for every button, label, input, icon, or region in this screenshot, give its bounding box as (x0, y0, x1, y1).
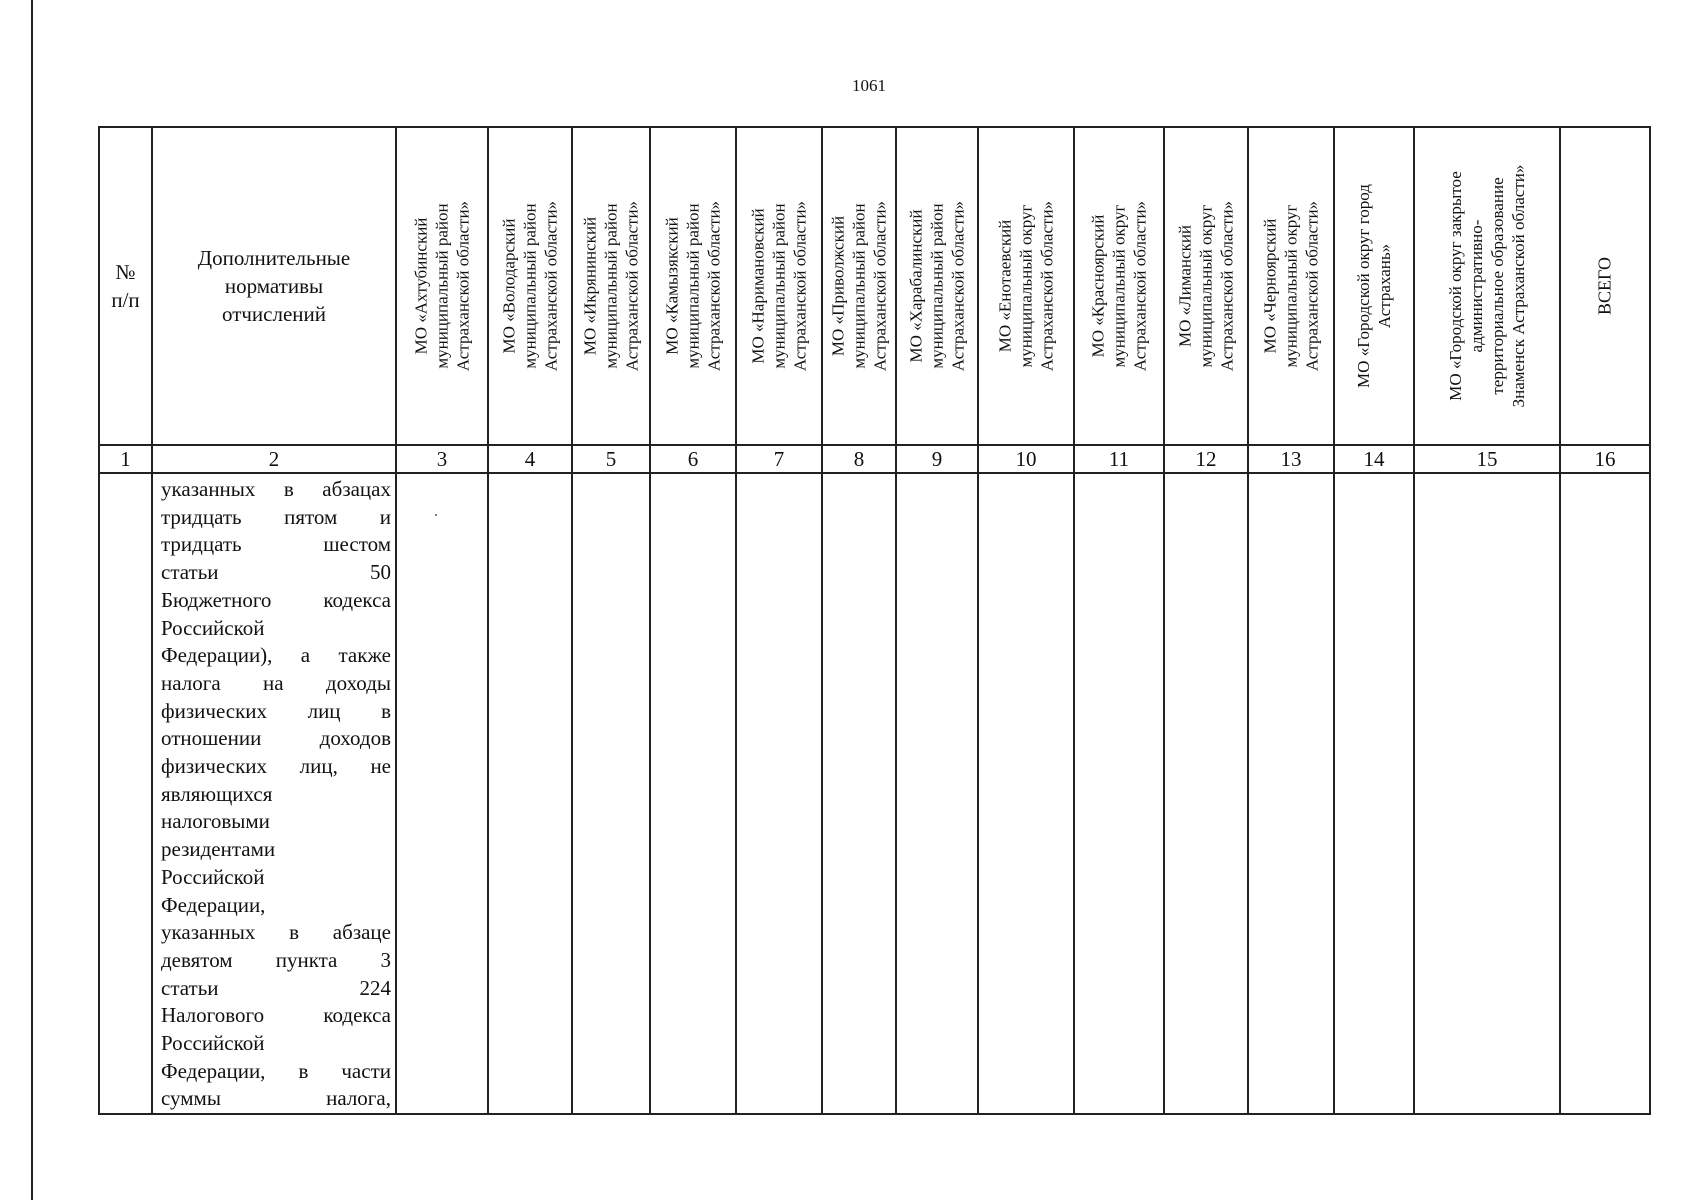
col-header-limansky: МО «Лиманский муниципальный округ Астраханской области» (1164, 127, 1248, 445)
table-row (99, 473, 1650, 1114)
value-cell (1164, 473, 1248, 1114)
value-cell (822, 473, 896, 1114)
description-line: Федерации, (161, 892, 266, 917)
description-line: девятом пункта 3 (161, 947, 391, 972)
page-number: 1061 (852, 76, 886, 95)
column-number: 5 (572, 445, 650, 473)
column-number: 1 (99, 445, 152, 473)
col-description-header: Дополнительные нормативы отчислений (152, 127, 396, 445)
value-cell (1248, 473, 1334, 1114)
value-cell (650, 473, 736, 1114)
description-line: Бюджетного кодекса (161, 587, 391, 612)
description-line: налоговыми (161, 809, 270, 834)
page-edge-line (31, 0, 33, 1200)
column-number: 14 (1334, 445, 1414, 473)
column-number-row (99, 445, 1650, 473)
value-cell (1334, 473, 1414, 1114)
col-header-volodarsky: МО «Володарский муниципальный район Астраханской области» (488, 127, 572, 445)
column-number: 4 (488, 445, 572, 473)
value-cell (488, 473, 572, 1114)
description-cell (152, 473, 396, 1114)
col-header-znamensk: МО «Городской округ закрытое административно- территориальное образование Знаменск Астраханской области» (1414, 127, 1560, 445)
description-line: Российской (161, 864, 265, 889)
description-line: налога на доходы (161, 670, 391, 695)
description-line: Налогового кодекса (161, 1003, 391, 1028)
column-number: 11 (1074, 445, 1164, 473)
description-line: физических лиц, не (161, 754, 391, 779)
value-cell (978, 473, 1074, 1114)
value-cell (572, 473, 650, 1114)
description-line: Российской (161, 615, 265, 640)
col-header-total: ВСЕГО (1560, 127, 1650, 445)
col-header-krasnoyarsky: МО «Красноярский муниципальный округ Астраханской области» (1074, 127, 1164, 445)
column-number: 15 (1414, 445, 1560, 473)
description-line: являющихся (161, 781, 273, 806)
column-number: 10 (978, 445, 1074, 473)
column-number: 13 (1248, 445, 1334, 473)
column-number: 6 (650, 445, 736, 473)
description-line: статьи 50 (161, 560, 391, 585)
scan-speck (435, 514, 437, 516)
col-header-kamyzyaksky: МО «Камызякский муниципальный район Астраханской области» (650, 127, 736, 445)
col-header-akhtubinsky: МО «Ахтубинский муниципальный район Астраханской области» (396, 127, 488, 445)
value-cell (396, 473, 488, 1114)
col-header-enotaevsky: МО «Енотаевский муниципальный округ Астраханской области» (978, 127, 1074, 445)
column-number: 7 (736, 445, 822, 473)
column-number: 12 (1164, 445, 1248, 473)
col-header-kharabalinsky: МО «Харабалинский муниципальный район Астраханской области» (896, 127, 978, 445)
value-cell (1414, 473, 1560, 1114)
col-header-astrakhan: МО «Городской округ город Астрахань» (1334, 127, 1414, 445)
description-line: указанных в абзацах (161, 477, 391, 501)
col-header-privolzhsky: МО «Приволжский муниципальный район Астраханской области» (822, 127, 896, 445)
description-line: статьи 224 (161, 975, 391, 1000)
value-cell (1074, 473, 1164, 1114)
description-line: суммы налога, (161, 1086, 391, 1111)
description-line: отношении доходов (161, 726, 391, 751)
norms-table (98, 126, 1651, 1115)
column-number: 3 (396, 445, 488, 473)
row-number-cell (99, 473, 152, 1114)
description-line: физических лиц в (161, 698, 391, 723)
value-cell (896, 473, 978, 1114)
value-cell (1560, 473, 1650, 1114)
column-number: 9 (896, 445, 978, 473)
description-line: Федерации), а также (161, 643, 391, 668)
description-line: тридцать пятом и (161, 504, 391, 529)
col-number-header: № п/п (99, 127, 152, 445)
description-line: тридцать шестом (161, 532, 391, 557)
table-header-row (99, 127, 1650, 445)
column-number: 8 (822, 445, 896, 473)
col-header-chernoyarsky: МО «Черноярский муниципальный округ Астраханской области» (1248, 127, 1334, 445)
col-header-ikryaninsky: МО «Икрянинский муниципальный район Астраханской области» (572, 127, 650, 445)
column-number: 16 (1560, 445, 1650, 473)
column-number: 2 (152, 445, 396, 473)
value-cell (736, 473, 822, 1114)
description-line: резидентами (161, 837, 276, 862)
description-line: указанных в абзаце (161, 920, 391, 945)
description-line: Российской (161, 1031, 265, 1056)
description-line: Федерации, в части (161, 1058, 391, 1083)
col-header-narimanovsky: МО «Наримановский муниципальный район Астраханской области» (736, 127, 822, 445)
